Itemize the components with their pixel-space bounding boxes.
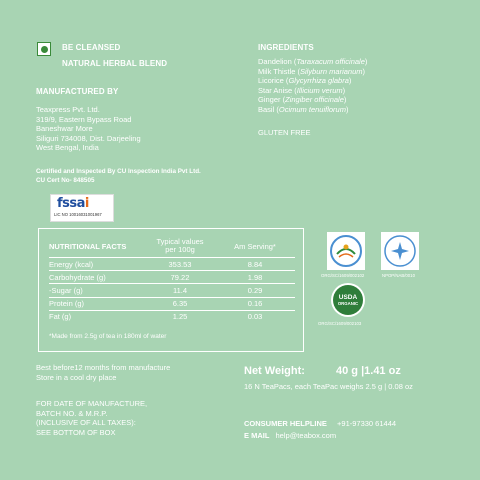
fssai-logo-text bbox=[57, 196, 89, 211]
ingredient-name: Basil bbox=[258, 104, 275, 114]
table-row bbox=[49, 284, 295, 297]
net-weight-value: 40 g |1.41 oz bbox=[336, 365, 401, 377]
best-before: Best before12 months from manufacture bbox=[36, 363, 171, 372]
certification bbox=[36, 167, 201, 185]
ingredients-list bbox=[258, 57, 367, 115]
batch-line: FOR DATE OF MANUFACTURE, bbox=[36, 399, 148, 408]
helpline-label: CONSUMER HELPLINE bbox=[244, 419, 327, 428]
net-weight-label: Net Weight: bbox=[244, 365, 305, 377]
nutrition-table bbox=[49, 235, 295, 323]
nutrient-per100: 1.25 bbox=[145, 310, 215, 323]
product-name: BE CLEANSED bbox=[62, 43, 121, 52]
ingredient-item: Ginger (Zingiber officinale) bbox=[258, 95, 347, 105]
nutrient-per100: 79.22 bbox=[145, 271, 215, 284]
nutrient-serving: 8.84 bbox=[215, 258, 295, 271]
usda-organic-icon bbox=[333, 285, 363, 315]
batch-info bbox=[36, 399, 147, 437]
address-line: Siliguri 734008, Dist. Darjeeling bbox=[36, 133, 141, 143]
ingredients-heading: INGREDIENTS bbox=[258, 43, 314, 52]
address-line: Teaxpress Pvt. Ltd. bbox=[36, 105, 100, 114]
cert-number: CU Cert No- 848505 bbox=[36, 177, 95, 184]
ingredient-item: Licorice (Glycyrrhiza glabra) bbox=[258, 76, 352, 86]
india-organic-logo bbox=[327, 232, 365, 270]
address-line: Baneshwar More bbox=[36, 124, 93, 134]
nutrient-serving: 0.03 bbox=[215, 310, 295, 323]
nutrient-serving: 0.29 bbox=[215, 284, 295, 297]
ingredient-item: Dandelion (Taraxacum officinale) bbox=[258, 57, 368, 66]
address-line: 319/9, Eastern Bypass Road bbox=[36, 114, 132, 124]
email-address[interactable]: help@teabox.com bbox=[275, 431, 337, 440]
nutrient-label: Carbohydrate (g) bbox=[49, 271, 145, 284]
consumer-helpline bbox=[244, 419, 396, 428]
ingredient-item: Star Anise (Illicium verum) bbox=[258, 85, 346, 95]
table-row bbox=[49, 310, 295, 323]
ingredient-name: Licorice bbox=[258, 76, 284, 86]
fssai-logo-accent: i bbox=[84, 196, 89, 211]
fssai-license: LIC NO 10016031001967 bbox=[54, 212, 102, 217]
nutrient-label: Fat (g) bbox=[49, 310, 145, 323]
ingredient-latin: Glycyrrhiza glabra bbox=[288, 76, 349, 86]
gluten-free: GLUTEN FREE bbox=[258, 128, 311, 137]
table-row bbox=[49, 297, 295, 310]
ingredient-latin: Zingiber officinale bbox=[285, 95, 344, 105]
table-row bbox=[49, 258, 295, 271]
nutrition-facts-box bbox=[38, 228, 304, 352]
storage-info bbox=[36, 363, 170, 382]
helpline-number: +91-97330 61444 bbox=[337, 419, 397, 428]
product-subtitle: NATURAL HERBAL BLEND bbox=[62, 59, 168, 68]
nutrient-per100: 6.35 bbox=[145, 297, 215, 310]
usda-organic-text: ORGANIC bbox=[337, 300, 359, 306]
ingredient-name: Ginger bbox=[258, 95, 281, 105]
address-line: West Bengal, India bbox=[36, 143, 99, 153]
col-per-serving: Am Serving* bbox=[234, 241, 276, 251]
ingredient-latin: Silyburn marianum bbox=[299, 66, 363, 76]
ingredient-name: Dandelion bbox=[258, 57, 292, 66]
store-instructions: Store in a cool dry place bbox=[36, 372, 117, 382]
nutrient-serving: 0.16 bbox=[215, 297, 295, 310]
usda-caption: ORG/SC/1609/002103 bbox=[318, 321, 362, 326]
nutrient-serving: 1.98 bbox=[215, 271, 295, 284]
fssai-logo bbox=[50, 194, 114, 222]
ingredient-item: Basil (Ocimum tenuiflorum) bbox=[258, 104, 349, 114]
npop-caption: NPOP/NAB/0010 bbox=[382, 273, 415, 278]
usda-text: USDA bbox=[338, 293, 358, 301]
ingredient-latin: Ocimum tenuiflorum bbox=[278, 104, 346, 114]
ingredient-latin: Illicium verum bbox=[296, 85, 343, 95]
ingredient-item: Milk Thistle (Silyburn marianum) bbox=[258, 66, 365, 76]
manufacturer-heading: MANUFACTURED BY bbox=[36, 87, 119, 96]
batch-line: (INCLUSIVE OF ALL TAXES): bbox=[36, 418, 136, 428]
cu-certified-logo bbox=[381, 232, 419, 270]
batch-line: SEE BOTTOM OF BOX bbox=[36, 427, 116, 437]
veg-mark-icon bbox=[37, 42, 51, 56]
nutrient-per100: 353.53 bbox=[145, 258, 215, 271]
nutrition-heading: NUTRITIONAL FACTS bbox=[49, 241, 127, 251]
cu-certified-icon bbox=[381, 232, 419, 270]
col-per-100g: Typical values per 100g bbox=[156, 237, 204, 254]
batch-line: BATCH NO. & M.R.P. bbox=[36, 408, 108, 418]
nutrient-label: Protein (g) bbox=[49, 297, 145, 310]
ingredient-latin: Taraxacum officinale bbox=[296, 57, 365, 66]
certified-by: Certified and Inspected By CU Inspection India Pvt Ltd. bbox=[36, 168, 201, 175]
usda-organic-logo bbox=[331, 283, 365, 317]
manufacturer-address bbox=[36, 105, 141, 153]
ingredient-name: Star Anise bbox=[258, 85, 293, 95]
email-contact bbox=[244, 431, 336, 440]
table-row bbox=[49, 271, 295, 284]
nutrient-label: -Sugar (g) bbox=[49, 284, 145, 297]
india-organic-caption: ORG/SC/1609/002102 bbox=[321, 273, 365, 278]
nutrient-per100: 11.4 bbox=[145, 284, 215, 297]
nutrient-label: Energy (kcal) bbox=[49, 258, 145, 271]
net-weight-detail: 16 N TeaPacs, each TeaPac weighs 2.5 g | 0.08 oz bbox=[244, 382, 413, 391]
email-label: E MAIL bbox=[244, 431, 270, 440]
nutrition-note: *Made from 2.5g of tea in 180ml of water bbox=[49, 333, 167, 340]
india-organic-icon bbox=[327, 232, 365, 270]
nutrition-header-row bbox=[49, 235, 295, 258]
fssai-logo-main: fssa bbox=[57, 196, 85, 211]
ingredient-name: Milk Thistle bbox=[258, 66, 296, 76]
